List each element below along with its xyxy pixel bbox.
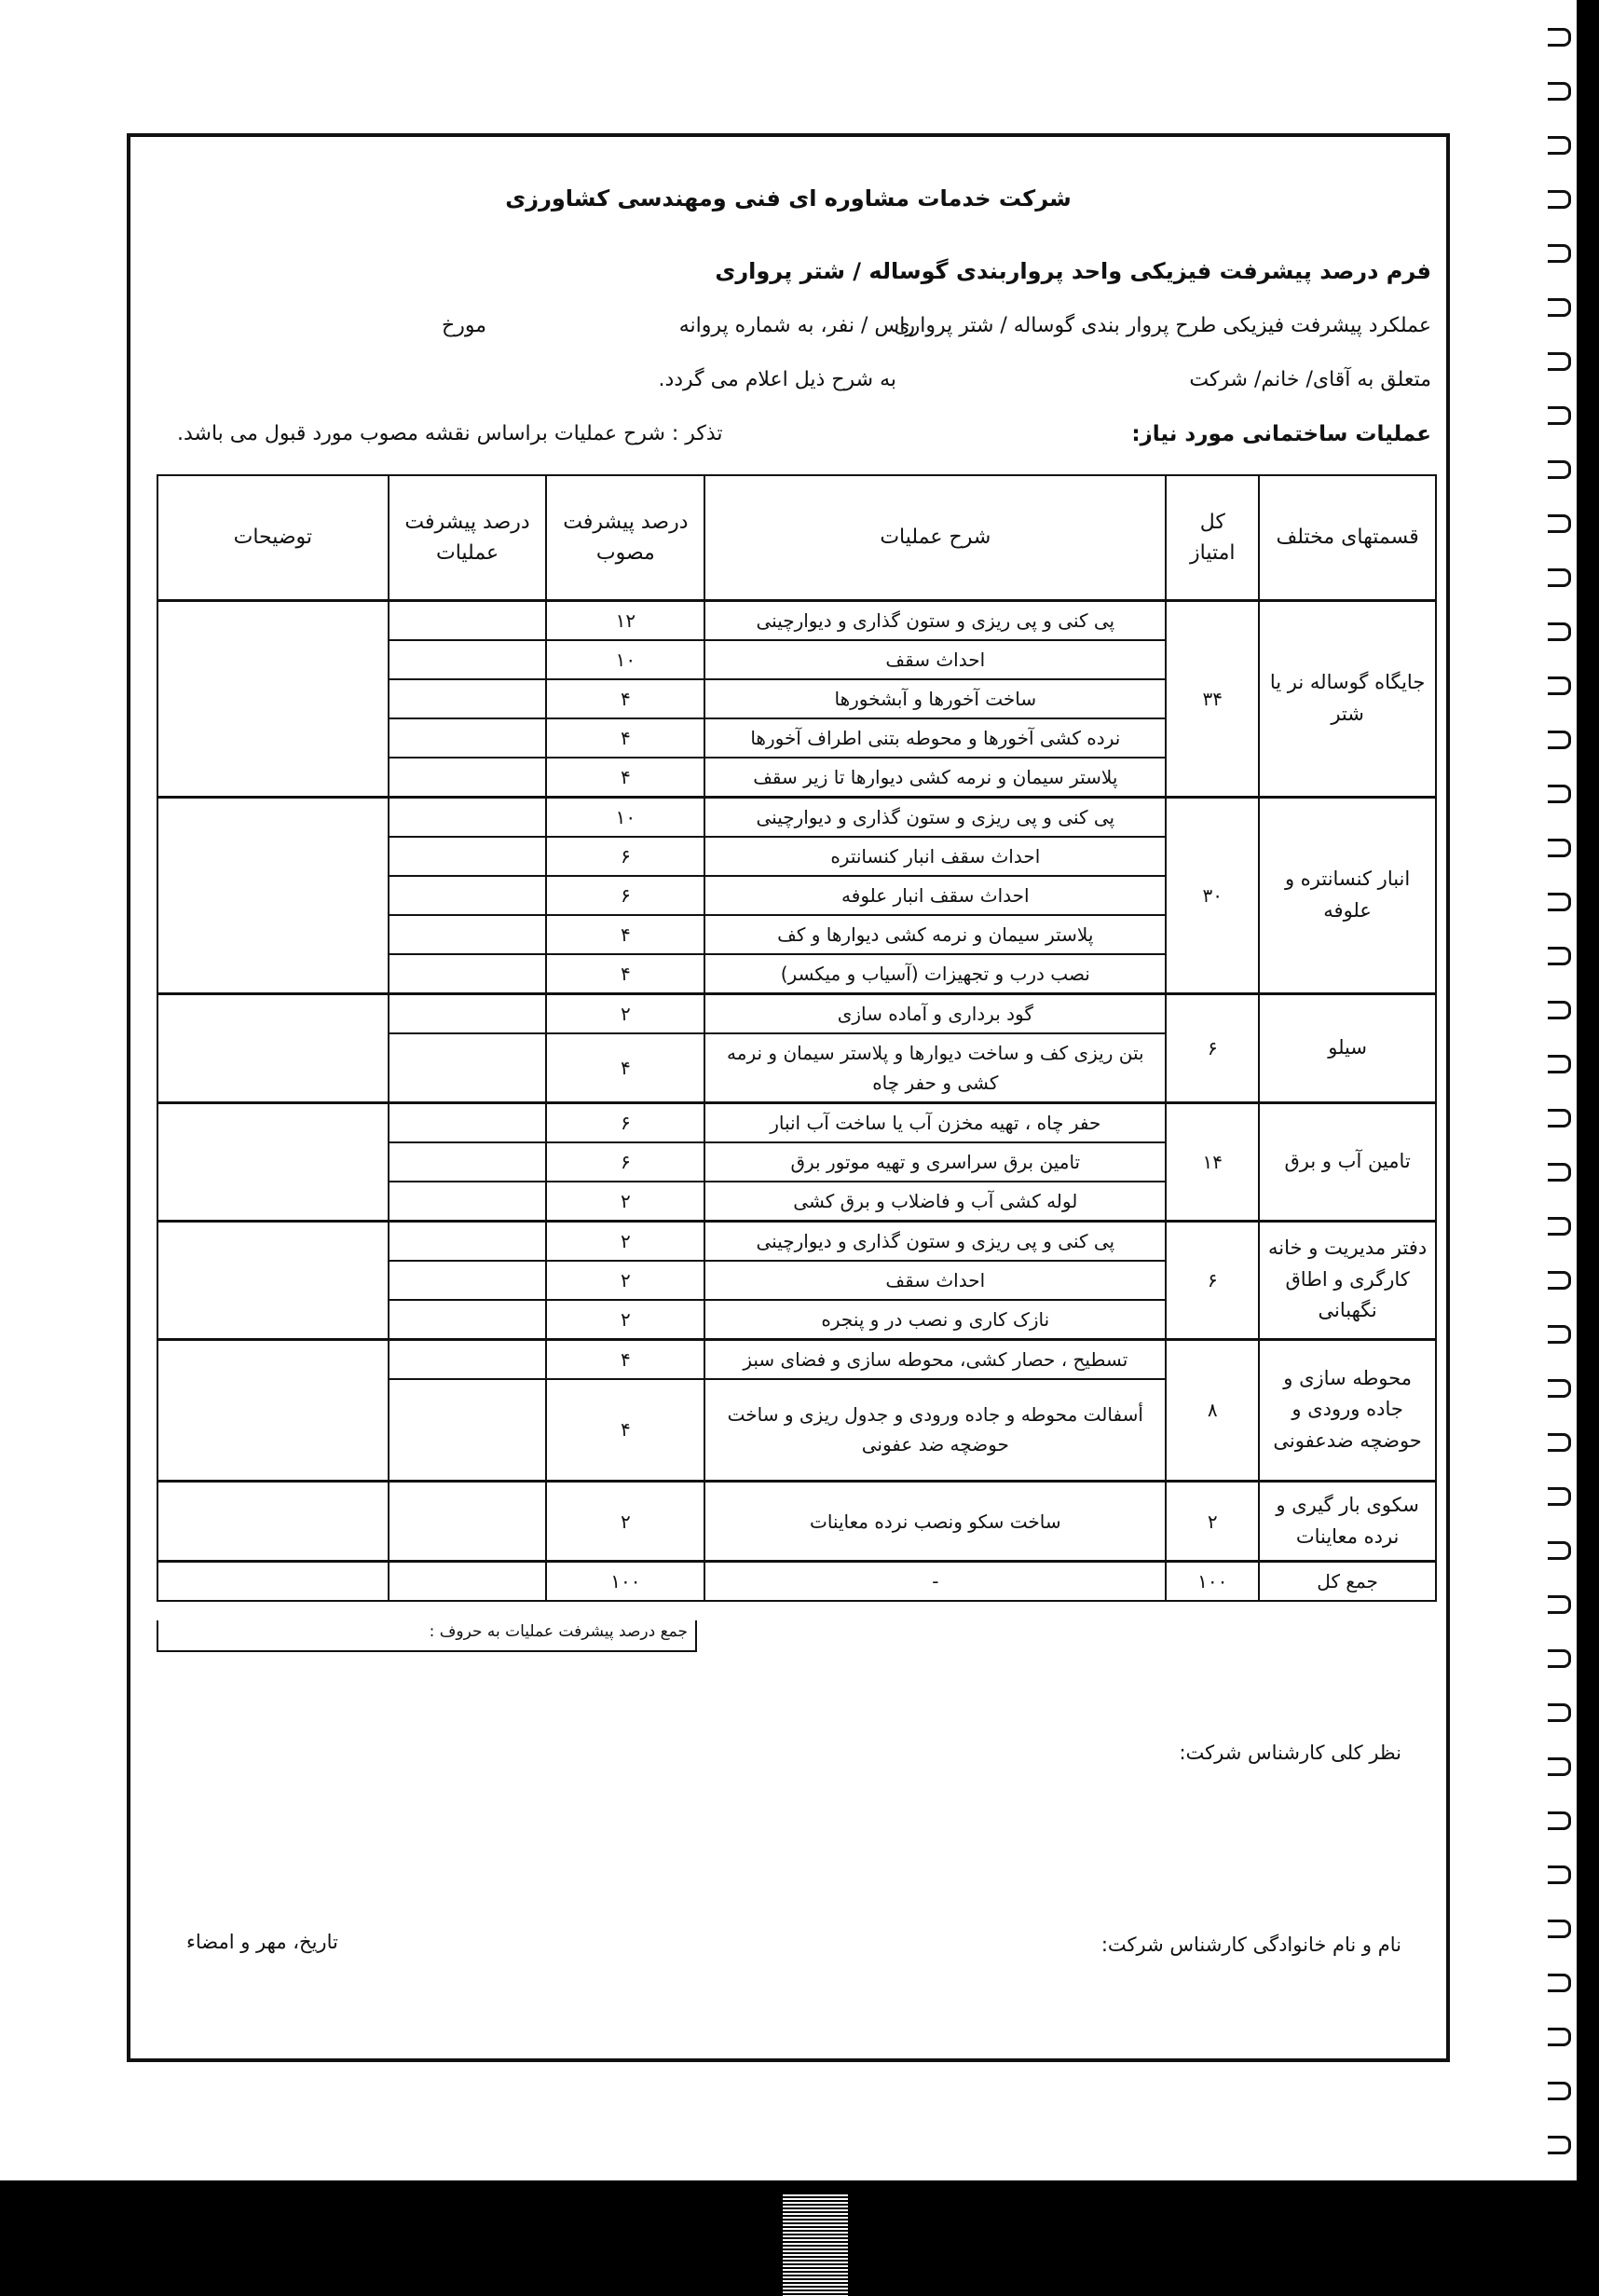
op-progress-cell[interactable] bbox=[389, 797, 547, 837]
binding-ring bbox=[1548, 1163, 1571, 1182]
op-progress-cell[interactable] bbox=[389, 1379, 547, 1482]
op-approved-pct: ۱۲ bbox=[546, 600, 704, 640]
total-notes-cell bbox=[157, 1562, 389, 1602]
notes-cell[interactable] bbox=[157, 1102, 389, 1221]
binding-ring bbox=[1548, 947, 1571, 965]
op-desc: ساخت سکو ونصب نرده معاینات bbox=[704, 1482, 1166, 1562]
op-desc: پی کنی و پی ریزی و ستون گذاری و دیوارچینی bbox=[704, 600, 1166, 640]
binding-ring bbox=[1548, 676, 1571, 695]
binding-ring bbox=[1548, 514, 1571, 533]
op-desc: احداث سقف انبار علوفه bbox=[704, 876, 1166, 915]
op-approved-pct: ۴ bbox=[546, 679, 704, 718]
company-name: شرکت خدمات مشاوره ای فنی ومهندسی کشاورزی bbox=[505, 185, 1072, 212]
section-total: ۳۴ bbox=[1166, 600, 1259, 797]
binding-ring bbox=[1548, 1541, 1571, 1560]
grand-total: ۱۰۰ bbox=[1166, 1562, 1259, 1602]
total-approved-pct: ۱۰۰ bbox=[546, 1562, 704, 1602]
table-row bbox=[157, 1221, 1436, 1261]
binding-ring bbox=[1548, 2136, 1571, 2154]
notes-cell[interactable] bbox=[157, 600, 389, 797]
binding-ring bbox=[1548, 1811, 1571, 1830]
op-desc: حفر چاه ، تهیه مخزن آب یا ساخت آب انبار bbox=[704, 1102, 1166, 1142]
ops-heading: عملیات ساختمانی مورد نیاز: bbox=[1131, 422, 1431, 446]
op-approved-pct: ۴ bbox=[546, 718, 704, 758]
binding-ring bbox=[1548, 1271, 1571, 1290]
op-desc: نازک کاری و نصب در و پنجره bbox=[704, 1300, 1166, 1340]
binding-ring bbox=[1548, 1595, 1571, 1614]
op-approved-pct: ۲ bbox=[546, 1482, 704, 1562]
op-desc: پی کنی و پی ریزی و ستون گذاری و دیوارچینی bbox=[704, 797, 1166, 837]
op-desc: نصب درب و تجهیزات (آسیاب و میکسر) bbox=[704, 954, 1166, 994]
op-desc: تامین برق سراسری و تهیه موتور برق bbox=[704, 1142, 1166, 1182]
section-name: انبار کنسانتره و علوفه bbox=[1259, 797, 1436, 993]
op-progress-cell[interactable] bbox=[389, 718, 547, 758]
binding-ring bbox=[1548, 406, 1571, 425]
binding-ring bbox=[1548, 460, 1571, 479]
binding-ring bbox=[1548, 352, 1571, 371]
op-approved-pct: ۲ bbox=[546, 1300, 704, 1340]
owner-label: متعلق به آقای/ خانم/ شرکت bbox=[1189, 368, 1431, 391]
op-desc: احداث سقف bbox=[704, 640, 1166, 679]
date-seal-label: تاریخ، مهر و امضاء bbox=[186, 1931, 338, 1953]
op-approved-pct: ۴ bbox=[546, 1339, 704, 1379]
op-approved-pct: ۴ bbox=[546, 1379, 704, 1482]
binding-ring bbox=[1548, 28, 1571, 47]
binding-ring bbox=[1548, 298, 1571, 317]
section-name: تامین آب و برق bbox=[1259, 1102, 1436, 1221]
binding-ring bbox=[1548, 1379, 1571, 1398]
expert-opinion-label: نظر کلی کارشناس شرکت: bbox=[1179, 1742, 1401, 1764]
op-desc: أسفالت محوطه و جاده ورودی و جدول ریزی و ساخت حوضچه ضد عفونی bbox=[704, 1379, 1166, 1482]
op-progress-cell[interactable] bbox=[389, 1482, 547, 1562]
form-sheet bbox=[127, 133, 1450, 2062]
operations-table bbox=[157, 474, 1437, 1602]
op-desc: لوله کشی آب و فاضلاب و برق کشی bbox=[704, 1182, 1166, 1222]
table-row bbox=[157, 1482, 1436, 1562]
binding-ring bbox=[1548, 1001, 1571, 1019]
op-desc: بتن ریزی کف و ساخت دیوارها و پلاستر سیمان و نرمه کشی و حفر چاه bbox=[704, 1033, 1166, 1103]
op-desc: احداث سقف انبار کنسانتره bbox=[704, 837, 1166, 876]
op-progress-cell[interactable] bbox=[389, 758, 547, 798]
op-desc: احداث سقف bbox=[704, 1261, 1166, 1300]
notes-cell[interactable] bbox=[157, 1482, 389, 1562]
col-desc: شرح عملیات bbox=[704, 475, 1166, 600]
section-total: ۶ bbox=[1166, 993, 1259, 1102]
op-progress-cell[interactable] bbox=[389, 1033, 547, 1103]
binding-ring bbox=[1548, 1649, 1571, 1668]
binding-ring bbox=[1548, 1325, 1571, 1344]
op-approved-pct: ۴ bbox=[546, 758, 704, 798]
binding-ring bbox=[1548, 2082, 1571, 2100]
section-name: سیلو bbox=[1259, 993, 1436, 1102]
op-approved-pct: ۴ bbox=[546, 1033, 704, 1103]
op-desc: تسطیح ، حصار کشی، محوطه سازی و فضای سبز bbox=[704, 1339, 1166, 1379]
notes-cell[interactable] bbox=[157, 797, 389, 993]
spiral-binding bbox=[1534, 0, 1599, 2180]
op-approved-pct: ۶ bbox=[546, 1102, 704, 1142]
binding-ring bbox=[1548, 244, 1571, 263]
words-total-field[interactable] bbox=[157, 1620, 697, 1652]
total-progress-cell[interactable] bbox=[389, 1562, 547, 1602]
binding-ring bbox=[1548, 893, 1571, 911]
op-progress-cell[interactable] bbox=[389, 640, 547, 679]
section-name: سکوی بار گیری و نرده معاینات bbox=[1259, 1482, 1436, 1562]
section-total: ۸ bbox=[1166, 1339, 1259, 1482]
binding-ring bbox=[1548, 1866, 1571, 1884]
op-approved-pct: ۲ bbox=[546, 1221, 704, 1261]
binding-ring bbox=[1548, 839, 1571, 857]
binding-ring bbox=[1548, 1487, 1571, 1506]
binding-ring bbox=[1548, 190, 1571, 209]
notes-cell[interactable] bbox=[157, 993, 389, 1102]
binding-ring bbox=[1548, 82, 1571, 101]
total-desc: - bbox=[704, 1562, 1166, 1602]
op-approved-pct: ۶ bbox=[546, 876, 704, 915]
op-approved-pct: ۲ bbox=[546, 1261, 704, 1300]
binding-ring bbox=[1548, 568, 1571, 587]
binding-edge bbox=[1577, 0, 1599, 2180]
op-desc: گود برداری و آماده سازی bbox=[704, 993, 1166, 1033]
scan-barcode bbox=[783, 2194, 848, 2296]
binding-ring bbox=[1548, 2028, 1571, 2046]
section-total: ۳۰ bbox=[1166, 797, 1259, 993]
op-approved-pct: ۴ bbox=[546, 915, 704, 954]
expert-name-label: نام و نام خانوادگی کارشناس شرکت: bbox=[1100, 1934, 1401, 1956]
op-approved-pct: ۶ bbox=[546, 837, 704, 876]
op-approved-pct: ۴ bbox=[546, 954, 704, 994]
license-number-label: راس / نفر، به شماره پروانه bbox=[678, 314, 915, 337]
op-progress-cell[interactable] bbox=[389, 1221, 547, 1261]
section-name: دفتر مدیریت و خانه کارگری و اطاق نگهبانی bbox=[1259, 1221, 1436, 1339]
binding-ring bbox=[1548, 731, 1571, 749]
section-total: ۲ bbox=[1166, 1482, 1259, 1562]
op-approved-pct: ۲ bbox=[546, 1182, 704, 1222]
section-name: محوطه سازی و جاده ورودی و حوضچه ضدعفونی bbox=[1259, 1339, 1436, 1482]
announce-text: به شرح ذیل اعلام می گردد. bbox=[658, 368, 896, 391]
binding-ring bbox=[1548, 1433, 1571, 1452]
col-approved: درصد پیشرفت مصوب bbox=[546, 475, 704, 600]
operations-body bbox=[157, 600, 1436, 1601]
col-total: کل امتیاز bbox=[1166, 475, 1259, 600]
binding-ring bbox=[1548, 622, 1571, 641]
op-desc: پی کنی و پی ریزی و ستون گذاری و دیوارچینی bbox=[704, 1221, 1166, 1261]
op-progress-cell[interactable] bbox=[389, 1339, 547, 1379]
op-approved-pct: ۲ bbox=[546, 993, 704, 1033]
op-approved-pct: ۱۰ bbox=[546, 797, 704, 837]
binding-ring bbox=[1548, 1920, 1571, 1938]
op-progress-cell[interactable] bbox=[389, 1261, 547, 1300]
section-name: جایگاه گوساله نر یا شتر bbox=[1259, 600, 1436, 797]
op-progress-cell[interactable] bbox=[389, 993, 547, 1033]
op-progress-cell[interactable] bbox=[389, 679, 547, 718]
total-row bbox=[157, 1562, 1436, 1602]
op-progress-cell[interactable] bbox=[389, 1102, 547, 1142]
section-total: ۶ bbox=[1166, 1221, 1259, 1339]
binding-ring bbox=[1548, 1055, 1571, 1073]
col-notes: توضیحات bbox=[157, 475, 389, 600]
table-row bbox=[157, 600, 1436, 640]
op-desc: ساخت آخورها و آبشخورها bbox=[704, 679, 1166, 718]
performance-line: عملکرد پیشرفت فیزیکی طرح پروار بندی گوساله / شتر پرواری bbox=[894, 314, 1431, 337]
binding-ring bbox=[1548, 136, 1571, 155]
op-progress-cell[interactable] bbox=[389, 1182, 547, 1222]
op-progress-cell[interactable] bbox=[389, 954, 547, 994]
op-progress-cell[interactable] bbox=[389, 1300, 547, 1340]
table-row bbox=[157, 797, 1436, 837]
binding-ring bbox=[1548, 1974, 1571, 1992]
words-total-label: جمع درصد پیشرفت عملیات به حروف : bbox=[429, 1622, 688, 1641]
op-desc: پلاستر سیمان و نرمه کشی دیوارها و کف bbox=[704, 915, 1166, 954]
binding-ring bbox=[1548, 1217, 1571, 1236]
op-progress-cell[interactable] bbox=[389, 876, 547, 915]
op-approved-pct: ۶ bbox=[546, 1142, 704, 1182]
date-label: مورخ bbox=[442, 314, 486, 337]
op-desc: نرده کشی آخورها و محوطه بتنی اطراف آخورها bbox=[704, 718, 1166, 758]
binding-ring bbox=[1548, 1757, 1571, 1776]
binding-ring bbox=[1548, 785, 1571, 803]
op-desc: پلاستر سیمان و نرمه کشی دیوارها تا زیر سقف bbox=[704, 758, 1166, 798]
table-row bbox=[157, 993, 1436, 1033]
op-progress-cell[interactable] bbox=[389, 600, 547, 640]
section-total: ۱۴ bbox=[1166, 1102, 1259, 1221]
op-progress-cell[interactable] bbox=[389, 837, 547, 876]
form-title: فرم درصد پیشرفت فیزیکی واحد پرواربندی گوساله / شتر پرواری bbox=[715, 258, 1431, 284]
table-row bbox=[157, 1339, 1436, 1379]
op-progress-cell[interactable] bbox=[389, 1142, 547, 1182]
binding-ring bbox=[1548, 1703, 1571, 1722]
col-section: قسمتهای مختلف bbox=[1259, 475, 1436, 600]
op-approved-pct: ۱۰ bbox=[546, 640, 704, 679]
binding-ring bbox=[1548, 1109, 1571, 1128]
col-progress: درصد پیشرفت عملیات bbox=[389, 475, 547, 600]
op-progress-cell[interactable] bbox=[389, 915, 547, 954]
table-row bbox=[157, 1102, 1436, 1142]
notes-cell[interactable] bbox=[157, 1339, 389, 1482]
notes-cell[interactable] bbox=[157, 1221, 389, 1339]
total-label: جمع کل bbox=[1259, 1562, 1436, 1602]
note-text: تذکر : شرح عملیات براساس نقشه مصوب مورد قبول می باشد. bbox=[177, 422, 723, 445]
